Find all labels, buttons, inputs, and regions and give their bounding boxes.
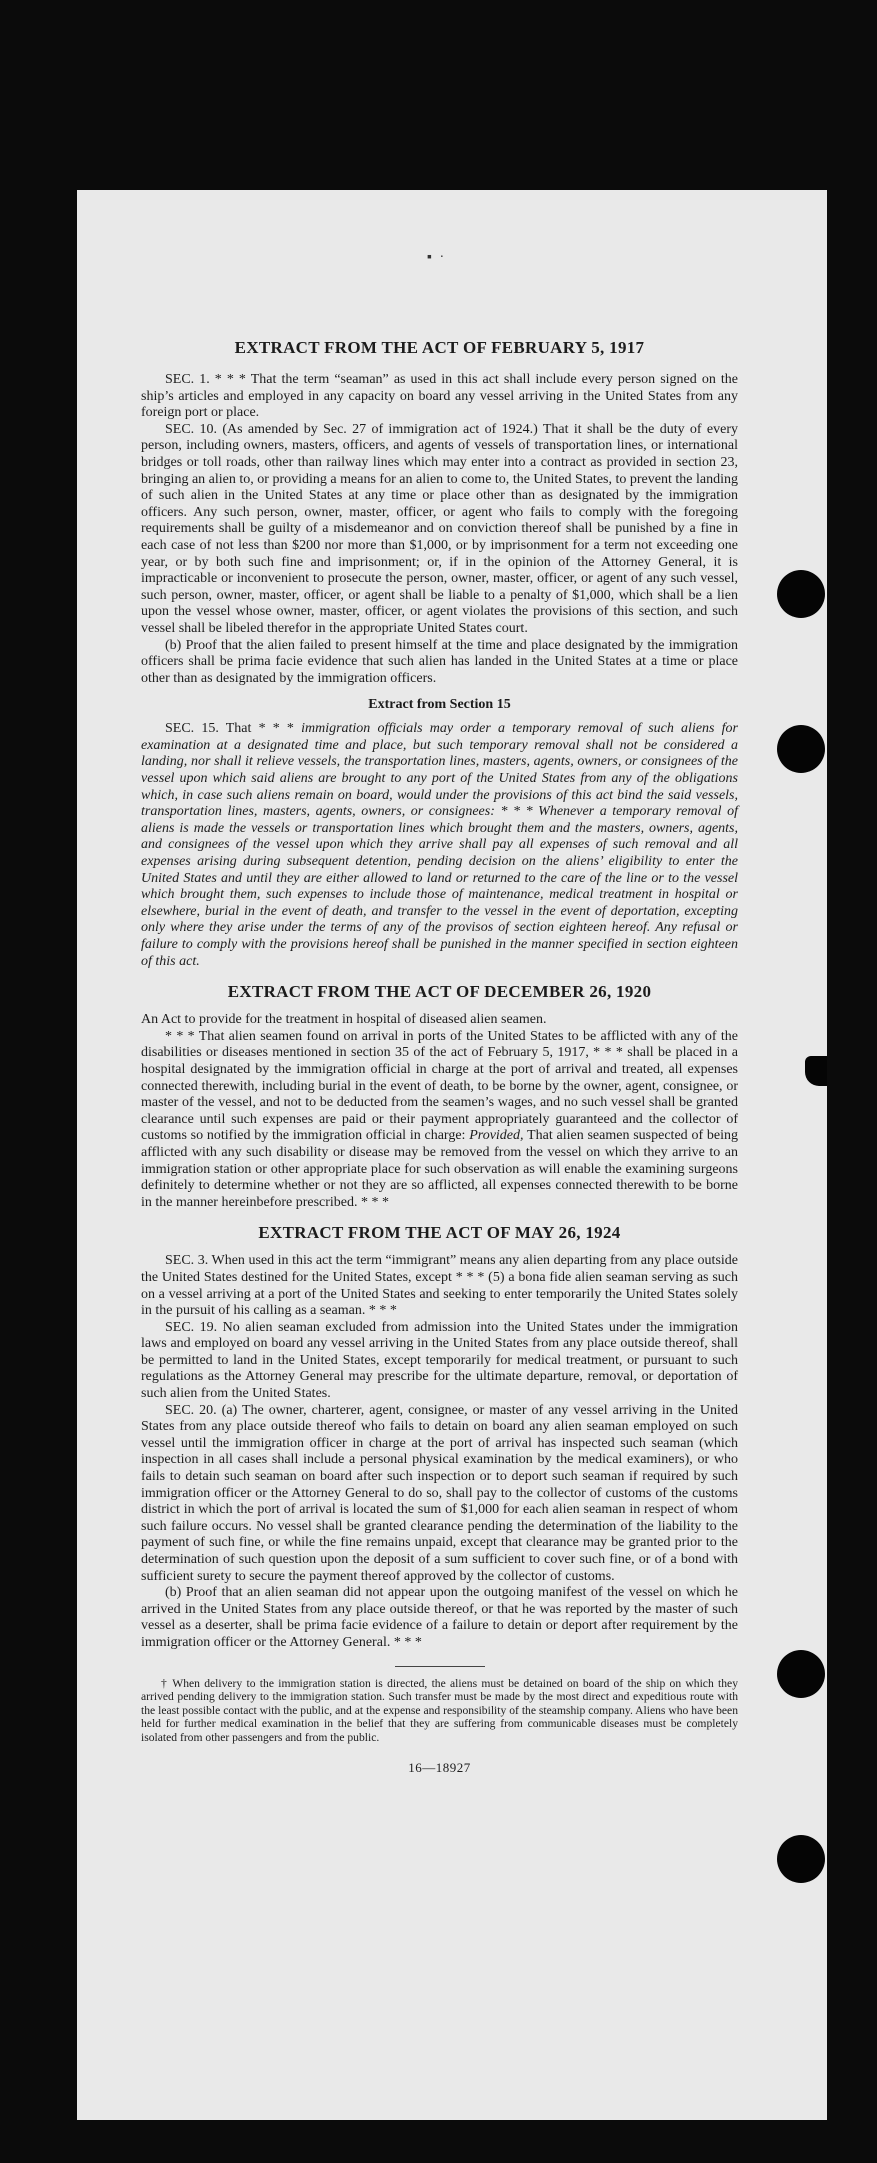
act-1920-paragraph — [141, 1029, 738, 1212]
section-15-paragraph — [141, 721, 738, 970]
section-1-paragraph: SEC. 1. * * * That the term “seaman” as used in this act shall include every person signed on the ship’s articles and employed in any capacity on board any vessel arriving in the United States from any foreign port or place. — [141, 372, 738, 421]
footnote-divider — [395, 1666, 485, 1667]
act-1920-text-a: * * * That alien seamen found on arrival in ports of the United States to be afflicted with any of the disabilities or diseases mentioned in section 35 of the act of February 5, 1917, * * * shall be placed in a hospital designated by the immigration official in charge at the port of arrival and treated, all expenses connected therewith, including burial in the event of death, to be borne by the owner, agent, consignee, or master of the vessel, and not to be deducted from the seamen’s wages, and no such vessel shall be granted clearance until such expenses are paid or their payment appropriately guaranteed and the collector of customs so notified by the immigration official in charge: — [141, 1028, 738, 1144]
form-code: 16—18927 — [408, 1760, 471, 1776]
top-mark: ▪ · — [427, 250, 447, 265]
document-body — [141, 338, 738, 1776]
section-15-italic-text: immigration officials may order a temporary removal of such aliens for examination at a designated time and place, but such temporary removal shall not be considered a landing, nor shall it relieve vessels, the transportation lines, masters, agents, owners, or consignees of the vessel upon which said aliens are brought to any port of the United States from any of the obligations which, in case such aliens remain on board, would under the provisions of this act bind the said vessels, transportation lines, masters, agents, owners, or consignees: * * * Whenever a temporary removal of aliens is made the vessels or transportation lines which brought them and the masters, owners, agents, and consignees of the vessel upon which they arrive shall pay all expenses of such removal and all expenses arising during subsequent detention, pending decision on the aliens’ eligibility to enter the United States and until they are either allowed to land or returned to the care of the line or to the vessel which brought them, such expenses to include those of maintenance, medical treatment in hospital or elsewhere, burial in the event of death, and transfer to the vessel in the event of deportation, excepting only where they arise under the terms of any of the provisos of section eighteen hereof. Any refusal or failure to comply with the provisions hereof shall be punished in the manner specified in section eighteen of this act. — [141, 721, 739, 969]
hole-punch-4 — [777, 1835, 825, 1883]
section-15-lead: SEC. 15. That * * * — [165, 721, 302, 737]
act-1920-proviso: Provided, — [469, 1128, 524, 1144]
heading-act-may-1924: EXTRACT FROM THE ACT OF MAY 26, 1924 — [258, 1223, 621, 1243]
section-3-paragraph: SEC. 3. When used in this act the term “immigrant” means any alien departing from any place outside the United States destined for the United States, except * * * (5) a bona fide alien seaman serving as such on a vessel arriving at a port of the United States and seeking to enter temporarily the United States solely in the pursuit of his calling as a seaman. * * * — [141, 1253, 738, 1319]
hole-punch-3 — [777, 1650, 825, 1698]
act-1920-title: An Act to provide for the treatment in hospital of diseased alien seamen. — [141, 1012, 547, 1028]
heading-act-feb-1917: EXTRACT FROM THE ACT OF FEBRUARY 5, 1917 — [234, 338, 645, 357]
subheading-section-15: Extract from Section 15 — [368, 697, 511, 713]
section-20a-paragraph: SEC. 20. (a) The owner, charterer, agent, consignee, or master of any vessel arriving in the United States from any place outside thereof who fails to detain on board any alien seaman employed on such vessel until the immigration officer in charge at the port of arrival has inspected such seaman (which inspection in all cases shall include a personal physical examination by the medical examiners), or who fails to detain such seaman on board after such inspection or to deport such seaman if required by such immigration officer or the Attorney General to do so, shall pay to the collector of customs of the customs district in which the port of arrival is located the sum of $1,000 for each alien seaman in respect of whom such failure occurs. No vessel shall be granted clearance pending the determination of the liability to the payment of such fine, or while the fine remains unpaid, except that clearance may be granted prior to the determination of such question upon the deposit of a sum sufficient to cover such fine, or of a bond with sufficient surety to secure the payment thereof approved by the collector of customs. — [141, 1402, 738, 1584]
edge-mark — [805, 1056, 827, 1086]
section-20b-paragraph: (b) Proof that an alien seaman did not appear upon the outgoing manifest of the vessel on which he arrived in the United States from any place outside thereof, or that he was reported by the master of such vessel as a deserter, shall be prima facie evidence of a failure to detain or deport after requirement by the immigration officer or the Attorney General. * * * — [141, 1585, 738, 1650]
hole-punch-1 — [777, 570, 825, 618]
section-10-paragraph: SEC. 10. (As amended by Sec. 27 of immigration act of 1924.) That it shall be the duty of every person, including owners, masters, officers, and agents of vessels of transportation lines, or international bridges or toll roads, other than railway lines which may enter into a contract as provided in section 23, bringing an alien to, or providing a means for an alien to come to, the United States, to prevent the landing of such alien in the United States at any time or place other than as designated by the immigration officers. Any such person, owner, master, officer, or agent who fails to comply with the foregoing requirements shall be guilty of a misdemeanor and on conviction thereof shall be punished by a fine in each case of not less than $200 nor more than $1,000, or by imprisonment for a term not exceeding one year, or by both such fine and imprisonment; or, if in the opinion of the Attorney General, it is impracticable or inconvenient to prosecute the person, owner, master, officer, or agent of any such vessel, such person, owner, master, officer, or agent shall be liable to a penalty of $1,000, which shall be a lien upon the vessel whose owner, master, officer, or agent violates the provisions of this section, and such vessel shall be libeled therefor in the appropriate United States court. — [141, 421, 738, 636]
section-10b-paragraph: (b) Proof that the alien failed to present himself at the time and place designated by the immigration officers shall be prima facie evidence that such alien has landed in the United States at a time or place other than as designated by the immigration officers. — [141, 637, 738, 686]
hole-punch-2 — [777, 725, 825, 773]
footnote: † When delivery to the immigration station is directed, the aliens must be detained on board of the ship on which they arrived pending delivery to the immigration station. Such transfer must be made by the most direct and expeditious route with the least possible contact with the public, and at the expense and responsibility of the steamship company. Aliens who have been held for further medical examination in the belief that they are suffering from communicable diseases must be completely isolated from other passengers and from the public. — [141, 1676, 738, 1744]
act-1920-text-b: That alien seamen suspected of being afflicted with any such disability or disease may be removed from the vessel on which they arrive to an immigration station or other appropriate place for such observation as will enable the examining surgeons definitely to determine whether or not they are so afflicted, all expenses connected therewith to be borne in the manner hereinbefore prescribed. * * * — [141, 1128, 738, 1210]
heading-act-dec-1920: EXTRACT FROM THE ACT OF DECEMBER 26, 1920 — [227, 982, 652, 1002]
document-page — [77, 190, 827, 2120]
section-19-paragraph: SEC. 19. No alien seaman excluded from admission into the United States under the immigration laws and employed on board any vessel arriving in the United States from any place outside thereof, shall be permitted to land in the United States, except temporarily for medical treatment, or pursuant to such regulations as the Attorney General may prescribe for the ultimate departure, removal, or deportation of such alien from the United States. — [141, 1319, 738, 1402]
